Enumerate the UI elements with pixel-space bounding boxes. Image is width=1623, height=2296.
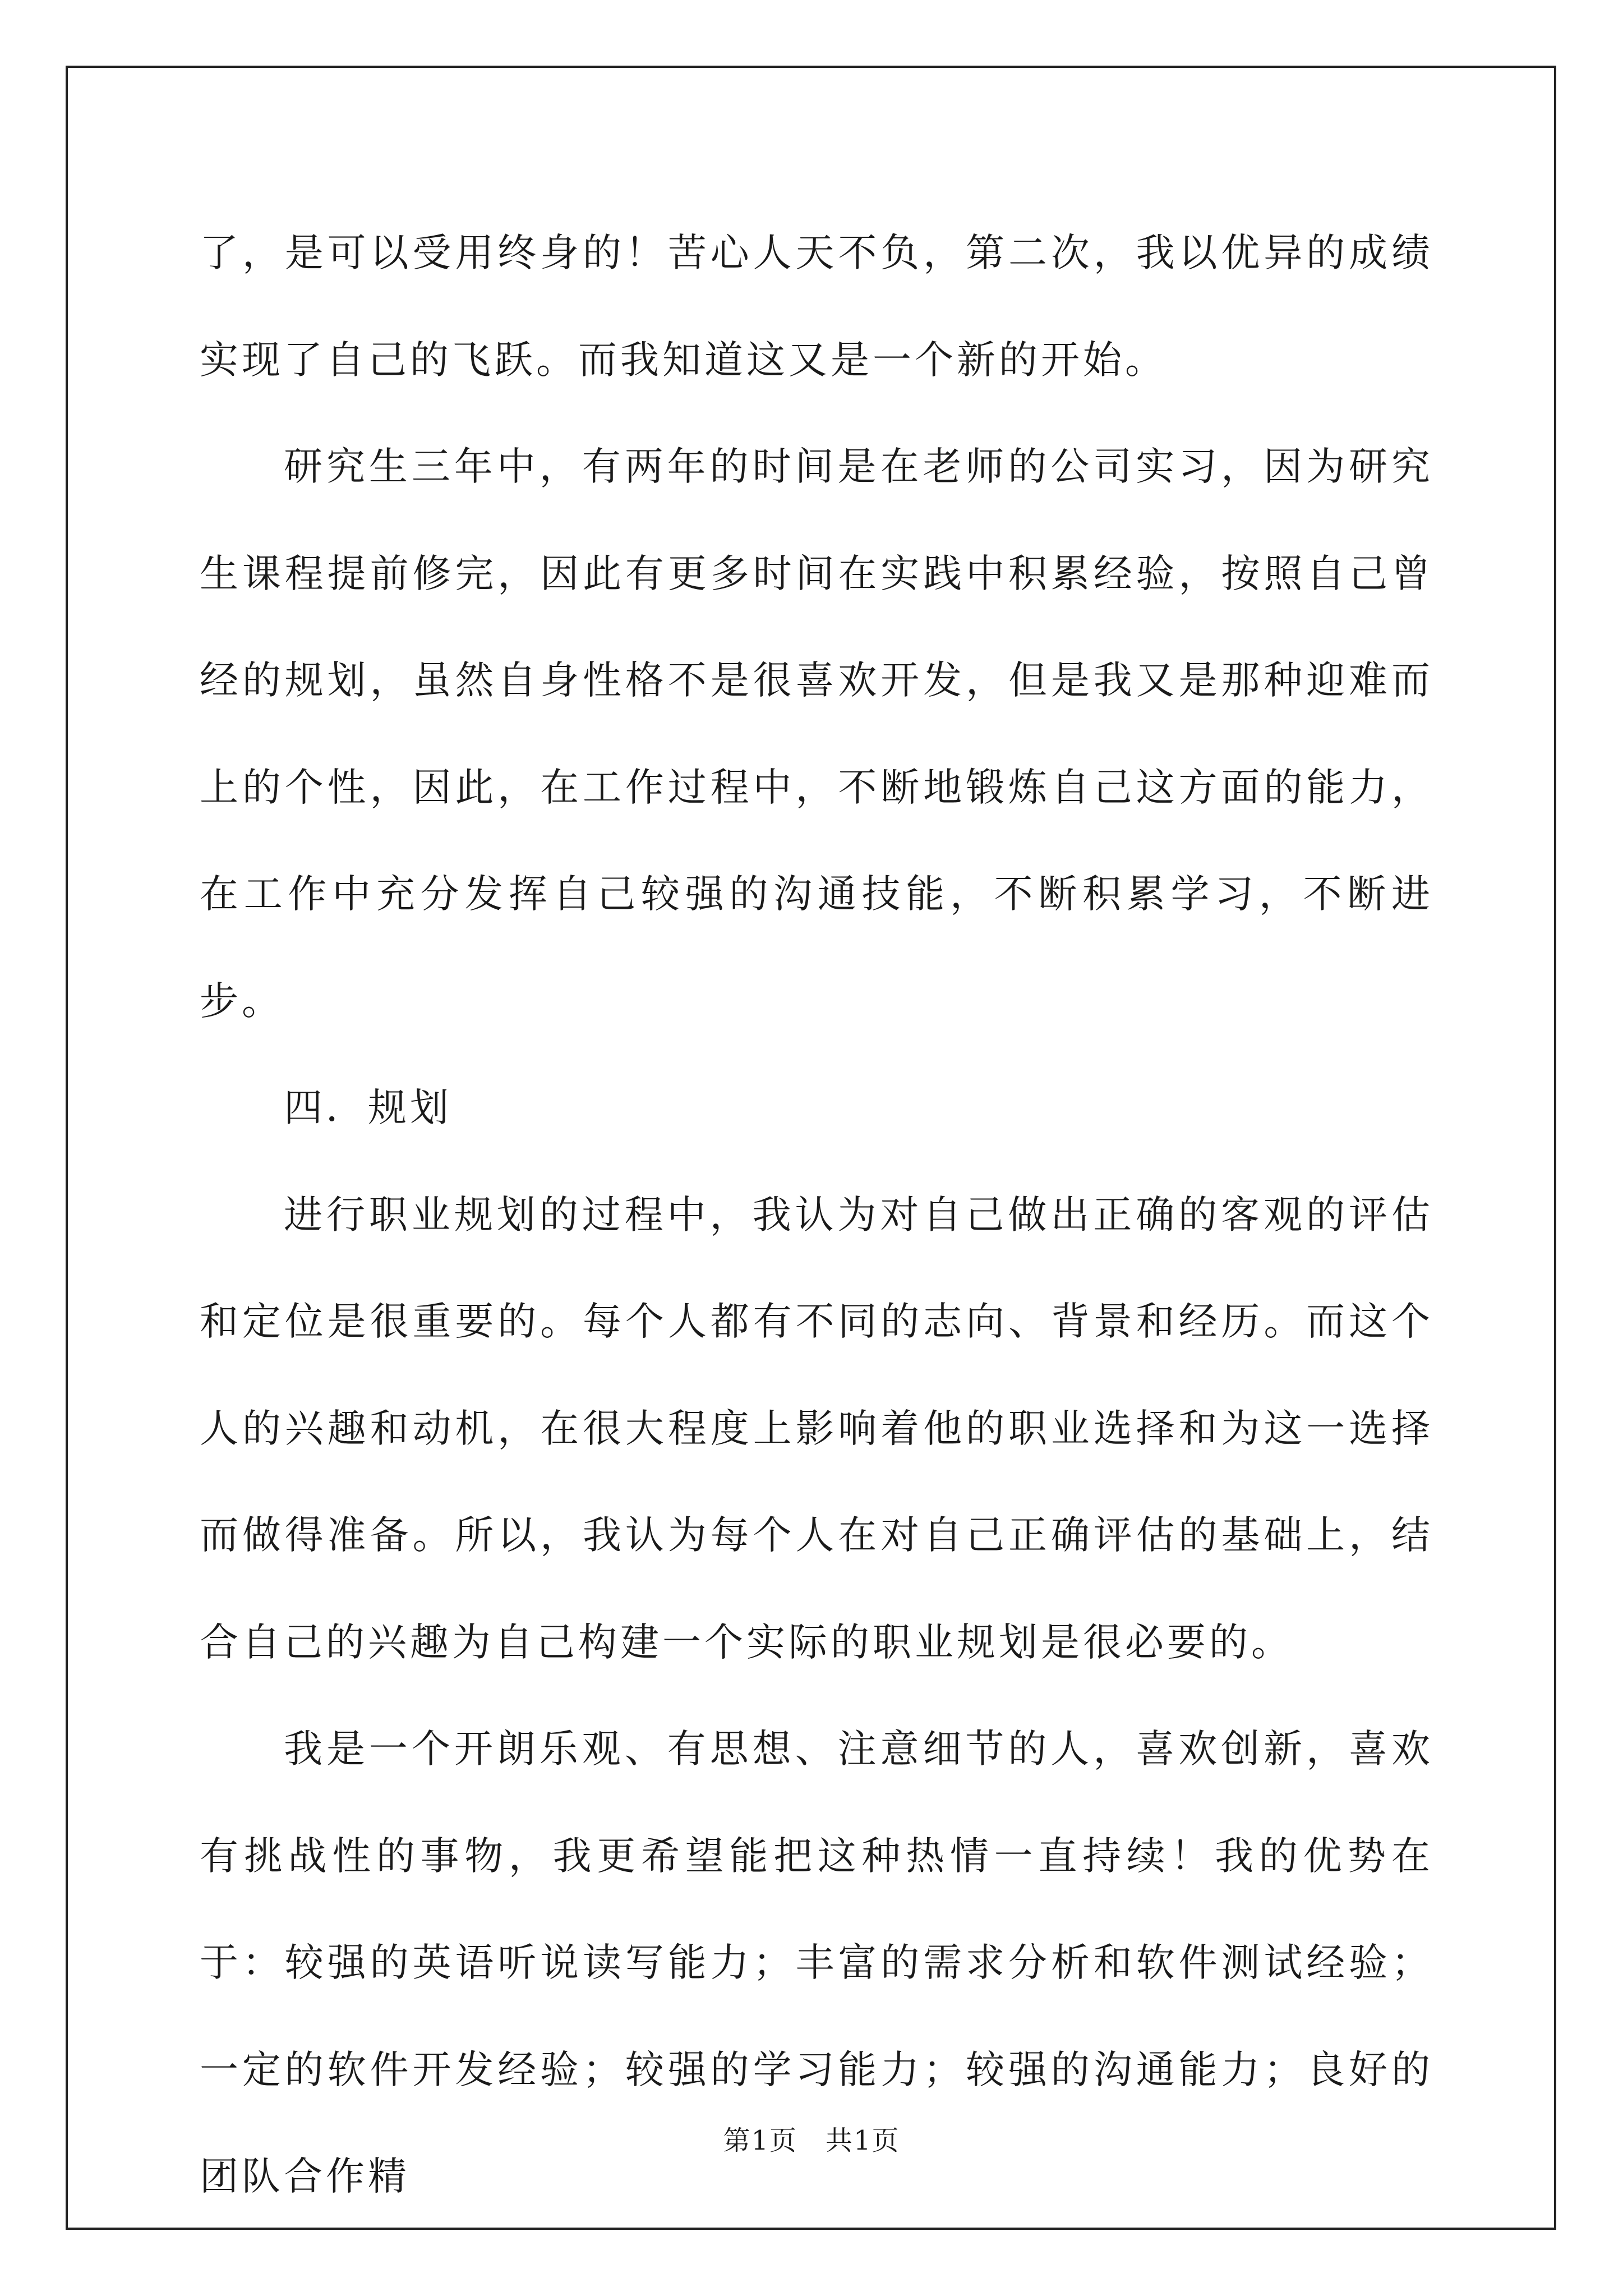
page-number: 第1页 (723, 2125, 797, 2156)
paragraph-career-planning: 进行职业规划的过程中，我认为对自己做出正确的客观的评估和定位是很重要的。每个人都有不同的志向、背景和经历。而这个人的兴趣和动机，在很大程度上影响着他的职业选择和为这一选择而做得准备。所以，我认为每个人在对自己正确评估的基础上，结合自己的兴趣为自己构建一个实际的职业规划是很必要的。 (200, 1192, 1433, 1665)
page-total: 共1页 (826, 2125, 900, 2156)
paragraph-graduate-study: 研究生三年中，有两年的时间是在老师的公司实习，因为研究生课程提前修完，因此有更多时间在实践中积累经验，按照自己曾经的规划，虽然自身性格不是很喜欢开发，但是我又是那种迎难而上的个性，因此，在工作过程中，不断地锻炼自己这方面的能力，在工作中充分发挥自己较强的沟通技能，不断积累学习，不断进步。 (200, 444, 1433, 1024)
page-footer (0, 2124, 1623, 2157)
paragraph-self-assessment: 我是一个开朗乐观、有思想、注意细节的人，喜欢创新，喜欢有挑战性的事物，我更希望能把这种热情一直持续！我的优势在于：较强的英语听说读写能力；丰富的需求分析和软件测试经验；一定的软件开发经验；较强的学习能力；较强的沟通能力；良好的团队合作精 (200, 1727, 1433, 2199)
document-body (200, 200, 1433, 2230)
paragraph-continuation: 了，是可以受用终身的！苦心人天不负，第二次，我以优异的成绩实现了自己的飞跃。而我知道这又是一个新的开始。 (200, 231, 1433, 383)
section-heading-planning: 四．规划 (284, 1085, 452, 1130)
